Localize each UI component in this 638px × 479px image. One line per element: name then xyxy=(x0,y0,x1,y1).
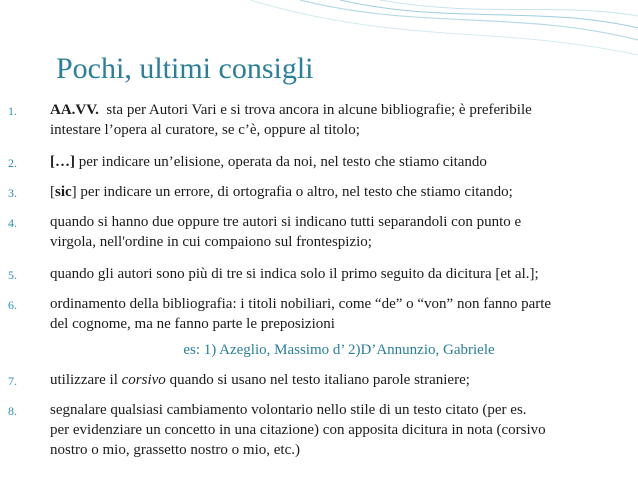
list-number: 3. xyxy=(8,186,17,200)
text-line: sta per Autori Vari e si trova ancora in alcune bibliografie; è preferibile xyxy=(98,102,532,118)
list-text xyxy=(50,152,615,172)
list-text xyxy=(50,370,615,390)
term-sic: sic xyxy=(55,184,72,200)
list-text xyxy=(50,400,615,460)
list-number: 2. xyxy=(8,156,17,170)
text-line: ] per indicare un errore, di ortografia o altro, nel testo che stiamo citando; xyxy=(71,184,513,200)
list-text xyxy=(50,294,615,334)
list-text xyxy=(50,182,615,202)
text-line: intestare l’opera al curatore, se c’è, oppure al titolo; xyxy=(50,122,360,138)
list-text xyxy=(50,264,615,284)
list-number: 5. xyxy=(8,268,17,282)
term-ellipsis: […] xyxy=(50,154,75,170)
text-line: ordinamento della bibliografia: i titoli nobiliari, come “de” o “von” non fanno parte xyxy=(50,296,552,312)
list-number: 7. xyxy=(8,374,17,388)
text-line: quando si hanno due oppure tre autori si indicano tutti separandoli con punto e xyxy=(50,214,522,230)
text-line: quando si usano nel testo italiano parole straniere; xyxy=(165,372,470,388)
list-number: 6. xyxy=(8,298,17,312)
example-line: es: 1) Azeglio, Massimo d’ 2)D’Annunzio, Gabriele xyxy=(183,342,495,358)
term-corsivo: corsivo xyxy=(121,372,166,388)
list-number: 4. xyxy=(8,216,17,230)
list-number: 1. xyxy=(8,104,17,118)
text-line: quando gli autori sono più di tre si indica solo il primo seguito da dicitura [et al.]; xyxy=(50,266,539,282)
text-line: per indicare un’elisione, operata da noi, nel testo che stiamo citando xyxy=(75,154,487,170)
list-number: 8. xyxy=(8,404,17,418)
text-line: per evidenziare un concetto in una citazione) con apposita dicitura in nota (corsivo xyxy=(50,422,546,438)
text-line: virgola, nell'ordine in cui compaiono sul frontespizio; xyxy=(50,234,372,250)
list-text xyxy=(50,212,615,252)
text-line: nostro o mio, grassetto nostro o mio, etc.) xyxy=(50,442,300,458)
text-line: segnalare qualsiasi cambiamento volontario nello stile di un testo citato (per es. xyxy=(50,402,527,418)
list-text xyxy=(50,100,615,140)
text-prefix: utilizzare il xyxy=(50,372,122,388)
text-prefix: [ xyxy=(50,184,55,200)
term-aavv: AA.VV. xyxy=(50,102,99,118)
text-line: del cognome, ma ne fanno parte le preposizioni xyxy=(50,316,335,332)
page-title: Pochi, ultimi consigli xyxy=(56,52,314,85)
